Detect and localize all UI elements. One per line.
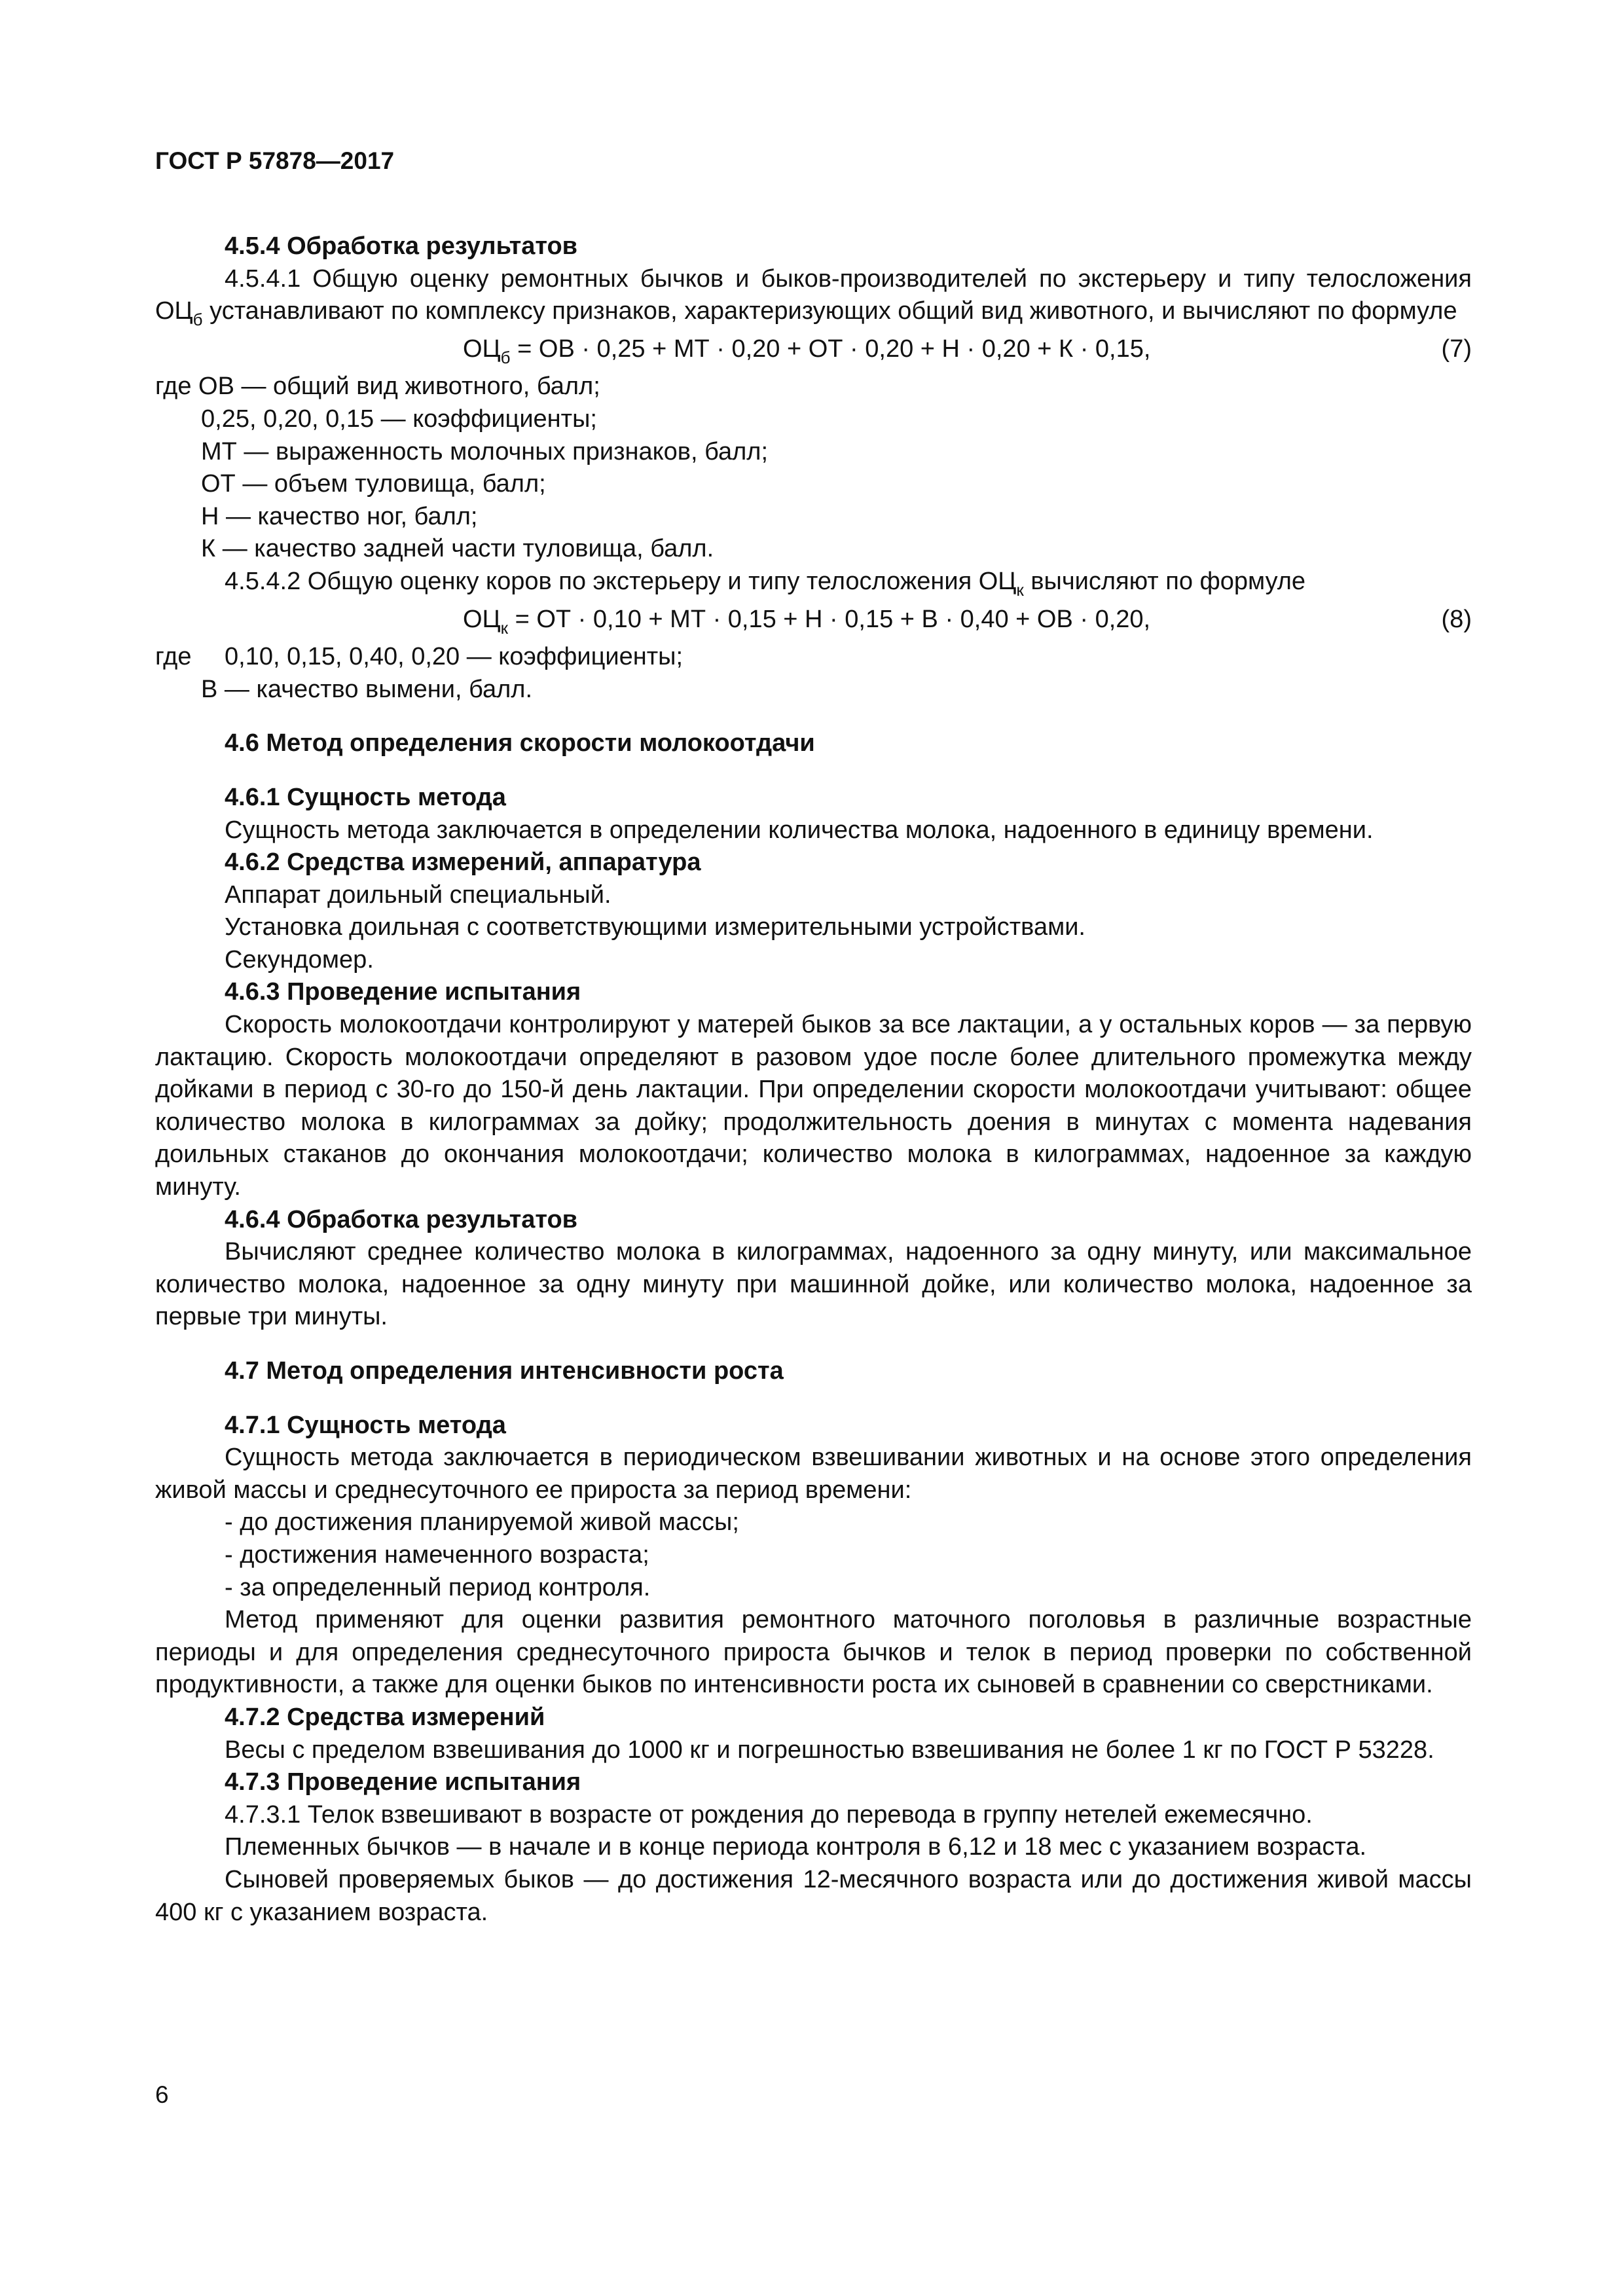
- where-text: 0,10, 0,15, 0,40, 0,20 — коэффициенты;: [225, 643, 684, 671]
- where-word: где: [155, 643, 192, 671]
- list-item: Аппарат доильный специальный.: [225, 881, 611, 909]
- paragraph: 4.7.3.1 Телок взвешивают в возрасте от рождения до перевода в группу нетелей ежемесячно.: [225, 1800, 1313, 1829]
- subscript: к: [1016, 579, 1024, 600]
- page-content: [155, 230, 1472, 1929]
- paragraph: Сыновей проверяемых быков — до достижения 12-месячного возраста или до достижения живой массы 400 кг с указанием возраста.: [155, 1865, 1472, 1926]
- formula-subscript: к: [500, 617, 509, 638]
- document-id: ГОСТ Р 57878—2017: [155, 147, 395, 174]
- heading-4-6-3: 4.6.3 Проведение испытания: [225, 978, 581, 1006]
- formula-8: [155, 604, 1472, 636]
- where-line: где ОВ — общий вид животного, балл;: [155, 373, 600, 401]
- formula-lhs: ОЦ: [463, 605, 501, 633]
- paragraph: Сущность метода заключается в определении количества молока, надоенного в единицу времени.: [225, 816, 1374, 844]
- formula-number: (8): [1441, 605, 1472, 633]
- text: вычисляют по формуле: [1023, 567, 1306, 595]
- page-number: 6: [155, 2081, 169, 2108]
- formula-7: [155, 333, 1472, 366]
- heading-4-5-4: 4.5.4 Обработка результатов: [225, 232, 578, 260]
- list-item: - за определенный период контроля.: [225, 1573, 651, 1601]
- list-item: Установка доильная с соответствующими измерительными устройствами.: [225, 913, 1085, 941]
- heading-4-6-2: 4.6.2 Средства измерений, аппаратура: [225, 848, 701, 877]
- heading-4-6-4: 4.6.4 Обработка результатов: [225, 1205, 578, 1233]
- heading-4-7-1: 4.7.1 Сущность метода: [225, 1411, 506, 1439]
- where-line: ОТ — объем туловища, балл;: [201, 470, 546, 498]
- paragraph: Метод применяют для оценки развития ремонтного маточного поголовья в различные возрастные периоды и для определения среднесуточного прироста бычков и телок в период проверки по собственной продуктивности, а также для оценки быков по интенсивности роста их сыновей в сравнении со сверстниками.: [155, 1606, 1472, 1699]
- formula-number: (7): [1441, 335, 1472, 363]
- heading-4-6-1: 4.6.1 Сущность метода: [225, 783, 506, 811]
- paragraph-4-5-4-2: [155, 566, 1472, 598]
- paragraph: Вычисляют среднее количество молока в килограммах, надоенного за одну минуту, или максимальное количество молока, надоенное за одну минуту при машинной дойке, или количество молока, надоенное за первые три минуты.: [155, 1238, 1472, 1331]
- heading-4-6: 4.6 Метод определения скорости молокоотдачи: [225, 729, 815, 757]
- heading-4-7-2: 4.7.2 Средства измерений: [225, 1703, 545, 1731]
- formula-lhs: ОЦ: [463, 335, 501, 363]
- text: 4.5.4.2 Общую оценку коров по экстерьеру и типу телосложения ОЦ: [225, 567, 1017, 595]
- list-item: - до достижения планируемой живой массы;: [225, 1508, 739, 1537]
- list-item: - достижения намеченного возраста;: [225, 1540, 649, 1569]
- where-line: Н — качество ног, балл;: [201, 502, 478, 530]
- heading-4-7-3: 4.7.3 Проведение испытания: [225, 1768, 581, 1796]
- formula-rhs: = ОВ · 0,25 + МТ · 0,20 + ОТ · 0,20 + Н · 0,20 + К · 0,15,: [510, 335, 1151, 363]
- subscript: б: [192, 310, 203, 330]
- where-line: В — качество вымени, балл.: [201, 675, 533, 703]
- where-line: 0,25, 0,20, 0,15 — коэффициенты;: [201, 405, 597, 433]
- text: 4.5.4.1 Общую оценку ремонтных бычков и быков-производителей по экстерьеру и типу телосложения ОЦ: [155, 264, 1472, 325]
- formula-subscript: б: [500, 347, 511, 367]
- where-line: МТ — выраженность молочных признаков, балл;: [201, 437, 769, 465]
- formula-rhs: = ОТ · 0,10 + МТ · 0,15 + Н · 0,15 + В · 0,40 + ОВ · 0,20,: [508, 605, 1151, 633]
- where-line: К — качество задней части туловища, балл.: [201, 535, 714, 563]
- list-item: Секундомер.: [225, 945, 374, 974]
- paragraph: Скорость молокоотдачи контролируют у матерей быков за все лактации, а у остальных коров — за первую лактацию. Скорость молокоотдачи определяют в разовом удое после более длительного промежутка между дойками в период с 30-го до 150-й день лактации. При определении скорости молокоотдачи учитывают: общее количество молока в килограммах за дойку; продолжительность доения в минутах с момента надевания доильных стаканов до окончания молокоотдачи; количество молока в килограммах, надоенное за каждую минуту.: [155, 1011, 1472, 1201]
- text: устанавливают по комплексу признаков, характеризующих общий вид животного, и вычисляют по формуле: [202, 297, 1457, 325]
- heading-4-7: 4.7 Метод определения интенсивности роста: [225, 1357, 784, 1385]
- paragraph-4-5-4-1: [155, 263, 1472, 328]
- paragraph: Весы с пределом взвешивания до 1000 кг и погрешностью взвешивания не более 1 кг по ГОСТ Р 53228.: [225, 1736, 1434, 1764]
- where-line: [155, 641, 1472, 674]
- paragraph: Племенных бычков — в начале и в конце периода контроля в 6,12 и 18 мес с указанием возраста.: [225, 1833, 1367, 1861]
- paragraph: Сущность метода заключается в периодическом взвешивании животных и на основе этого определения живой массы и среднесуточного ее прироста за период времени:: [155, 1444, 1472, 1504]
